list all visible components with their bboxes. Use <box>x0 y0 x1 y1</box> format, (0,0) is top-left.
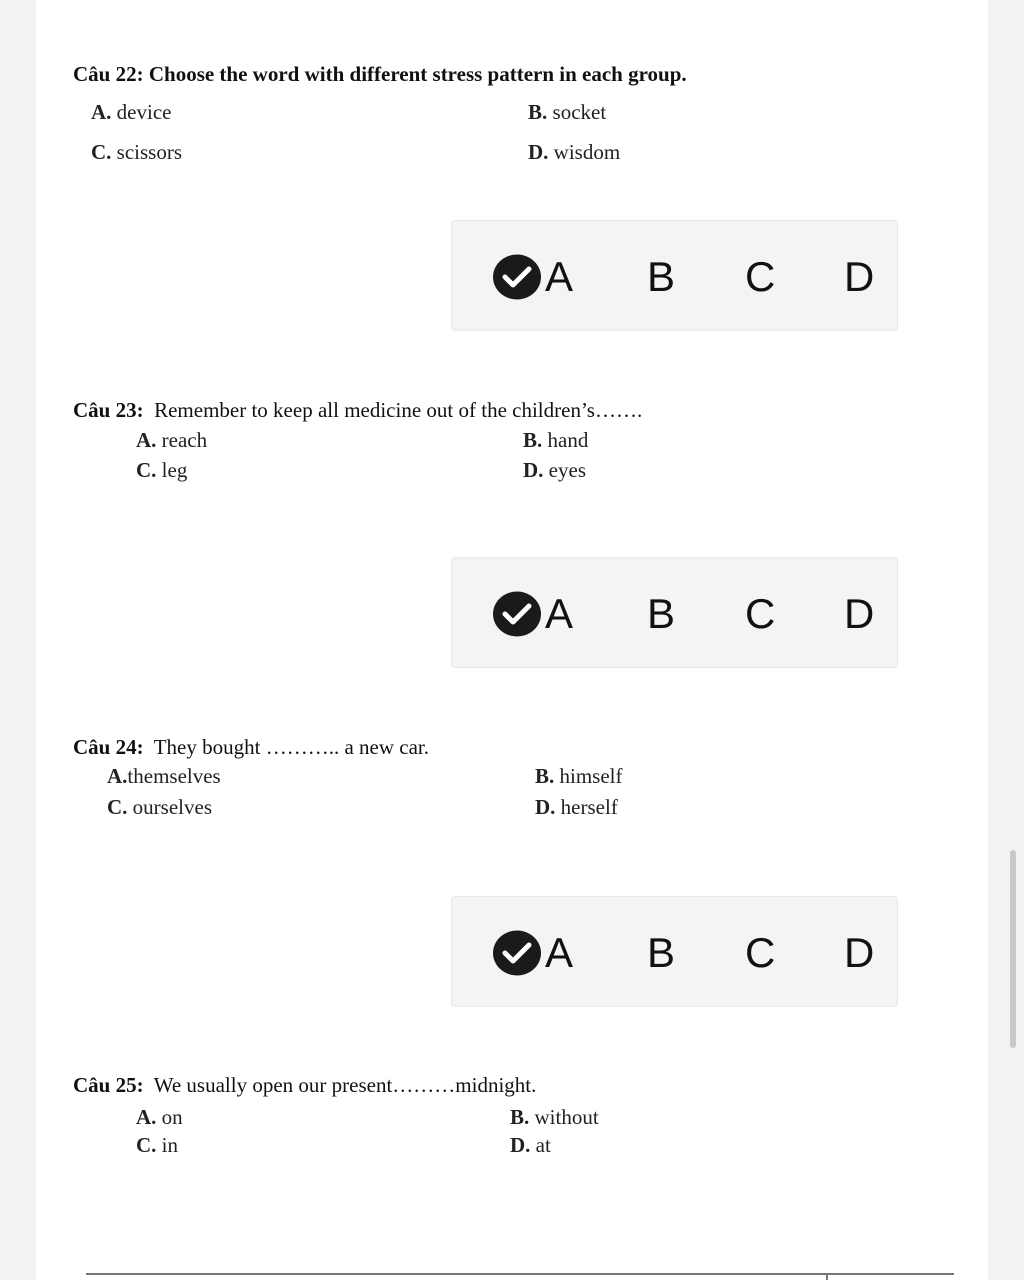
question-24-title <box>73 735 429 760</box>
option-c: C. scissors <box>91 140 183 164</box>
divider <box>86 1273 954 1275</box>
choice-c[interactable]: C <box>745 929 776 976</box>
choice-d[interactable]: D <box>844 253 875 300</box>
checkmark-icon <box>492 591 542 637</box>
question-25-title <box>73 1073 536 1098</box>
question-label: Câu 24: <box>73 735 144 759</box>
option-a: A. device <box>91 100 172 124</box>
checkmark-icon <box>492 254 542 300</box>
question-label: Câu 23: <box>73 398 144 422</box>
answer-selector-24 <box>451 896 898 1007</box>
divider-tick <box>826 1273 828 1280</box>
option-b: B. himself <box>535 764 623 788</box>
question-23-title <box>73 398 642 423</box>
choice-a[interactable]: A <box>545 253 574 300</box>
option-d: D. herself <box>535 795 618 819</box>
option-a: A. reach <box>136 428 208 452</box>
question-22-title <box>73 62 687 87</box>
choice-d[interactable]: D <box>844 590 875 637</box>
option-b: B. without <box>510 1105 599 1129</box>
choice-b[interactable]: B <box>647 590 676 637</box>
scrollbar[interactable] <box>1010 850 1016 1048</box>
choice-c[interactable]: C <box>745 590 776 637</box>
option-c: C. in <box>136 1133 179 1157</box>
option-b: B. socket <box>528 100 607 124</box>
answer-selector-22 <box>451 220 898 331</box>
answer-selector-23 <box>451 557 898 668</box>
option-a: A.themselves <box>107 764 221 788</box>
option-c: C. leg <box>136 458 188 482</box>
choice-b[interactable]: B <box>647 929 676 976</box>
option-d: D. at <box>510 1133 551 1157</box>
option-d: D. wisdom <box>528 140 621 164</box>
option-d: D. eyes <box>523 458 586 482</box>
choice-a[interactable]: A <box>545 929 574 976</box>
choice-c[interactable]: C <box>745 253 776 300</box>
option-a: A. on <box>136 1105 183 1129</box>
checkmark-icon <box>492 930 542 976</box>
option-b: B. hand <box>523 428 589 452</box>
question-prompt: They bought ……….. a new car. <box>153 735 429 759</box>
option-c: C. ourselves <box>107 795 212 819</box>
choice-b[interactable]: B <box>647 253 676 300</box>
question-label: Câu 22: <box>73 62 144 86</box>
choice-d[interactable]: D <box>844 929 875 976</box>
question-prompt: Remember to keep all medicine out of the children’s……. <box>154 398 643 422</box>
question-prompt: We usually open our present………midnight. <box>153 1073 537 1097</box>
question-label: Câu 25: <box>73 1073 144 1097</box>
question-prompt: Choose the word with different stress pattern in each group. <box>148 62 687 86</box>
choice-a[interactable]: A <box>545 590 574 637</box>
